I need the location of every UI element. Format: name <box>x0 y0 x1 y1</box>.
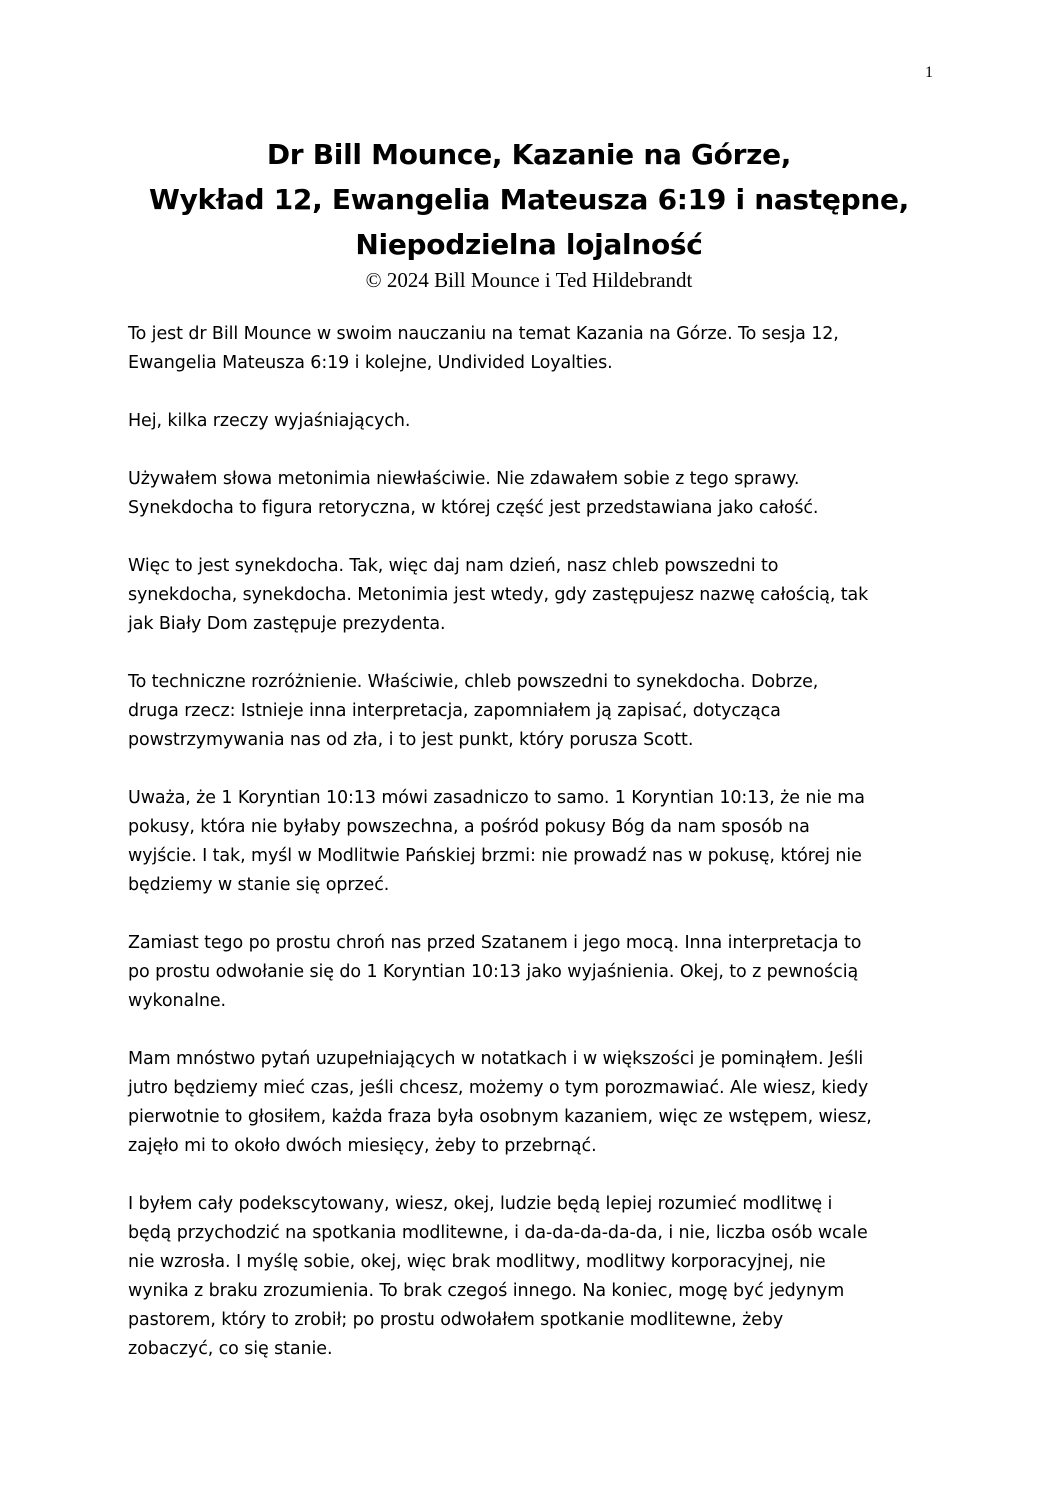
paragraph <box>128 1190 928 1364</box>
title-line: Niepodzielna lojalność <box>355 228 703 261</box>
page-number: 1 <box>925 64 933 81</box>
paragraph-line: wyjście. I tak, myśl w Modlitwie Pańskiej brzmi: nie prowadź nas w pokusę, której nie <box>128 846 862 866</box>
title-line: Dr Bill Mounce, Kazanie na Górze, <box>266 138 792 171</box>
paragraph-line: To techniczne rozróżnienie. Właściwie, chleb powszedni to synekdocha. Dobrze, <box>128 672 819 692</box>
paragraph-line: pierwotnie to głosiłem, każda fraza była osobnym kazaniem, więc ze wstępem, wiesz, <box>128 1107 872 1127</box>
paragraph <box>128 552 928 639</box>
paragraph-line: Więc to jest synekdocha. Tak, więc daj nam dzień, nasz chleb powszedni to <box>128 556 779 576</box>
paragraph-line: wynika z braku zrozumienia. To brak czegoś innego. Na koniec, mogę być jedynym <box>128 1281 845 1301</box>
paragraph-line: Synekdocha to figura retoryczna, w której część jest przedstawiana jako całość. <box>128 498 819 518</box>
paragraph-line: Uważa, że 1 Koryntian 10:13 mówi zasadniczo to samo. 1 Koryntian 10:13, że nie ma <box>128 788 865 808</box>
document-body <box>128 320 928 1393</box>
paragraph-line: Używałem słowa metonimia niewłaściwie. Nie zdawałem sobie z tego sprawy. <box>128 469 800 489</box>
paragraph-line: zajęło mi to około dwóch miesięcy, żeby to przebrnąć. <box>128 1136 597 1156</box>
paragraph <box>128 407 928 436</box>
paragraph-line: synekdocha, synekdocha. Metonimia jest wtedy, gdy zastępujesz nazwę całością, tak <box>128 585 869 605</box>
paragraph <box>128 1045 928 1161</box>
paragraph-line: po prostu odwołanie się do 1 Koryntian 10:13 jako wyjaśnienia. Okej, to z pewnością <box>128 962 859 982</box>
paragraph-line: będziemy w stanie się oprzeć. <box>128 875 390 895</box>
copyright-line: © 2024 Bill Mounce i Ted Hildebrandt <box>365 268 693 292</box>
paragraph-line: I byłem cały podekscytowany, wiesz, okej, ludzie będą lepiej rozumieć modlitwę i <box>128 1194 833 1214</box>
paragraph-line: Zamiast tego po prostu chroń nas przed Szatanem i jego mocą. Inna interpretacja to <box>128 933 862 953</box>
paragraph-line: nie wzrosła. I myślę sobie, okej, więc brak modlitwy, modlitwy korporacyjnej, nie <box>128 1252 826 1272</box>
paragraph-line: powstrzymywania nas od zła, i to jest punkt, który porusza Scott. <box>128 730 694 750</box>
paragraph <box>128 784 928 900</box>
paragraph <box>128 320 928 378</box>
paragraph-line: wykonalne. <box>128 991 226 1011</box>
paragraph-line: pastorem, który to zrobił; po prostu odwołałem spotkanie modlitewne, żeby <box>128 1310 784 1330</box>
paragraph-line: Hej, kilka rzeczy wyjaśniających. <box>128 411 411 431</box>
paragraph-line: To jest dr Bill Mounce w swoim nauczaniu na temat Kazania na Górze. To sesja 12, <box>128 324 839 344</box>
paragraph-line: będą przychodzić na spotkania modlitewne, i da-da-da-da-da, i nie, liczba osób wcale <box>128 1223 868 1243</box>
paragraph <box>128 465 928 523</box>
paragraph-line: zobaczyć, co się stanie. <box>128 1339 333 1359</box>
paragraph-line: Ewangelia Mateusza 6:19 i kolejne, Undivided Loyalties. <box>128 353 613 373</box>
paragraph-line: druga rzecz: Istnieje inna interpretacja, zapomniałem ją zapisać, dotycząca <box>128 701 781 721</box>
paragraph <box>128 668 928 755</box>
title-line: Wykład 12, Ewangelia Mateusza 6:19 i następne, <box>149 183 909 216</box>
paragraph-line: pokusy, która nie byłaby powszechna, a pośród pokusy Bóg da nam sposób na <box>128 817 810 837</box>
paragraph <box>128 929 928 1016</box>
paragraph-line: jak Biały Dom zastępuje prezydenta. <box>128 614 446 634</box>
document-title <box>0 132 1058 293</box>
paragraph-line: Mam mnóstwo pytań uzupełniających w notatkach i w większości je pominąłem. Jeśli <box>128 1049 864 1069</box>
paragraph-line: jutro będziemy mieć czas, jeśli chcesz, możemy o tym porozmawiać. Ale wiesz, kiedy <box>128 1078 869 1098</box>
